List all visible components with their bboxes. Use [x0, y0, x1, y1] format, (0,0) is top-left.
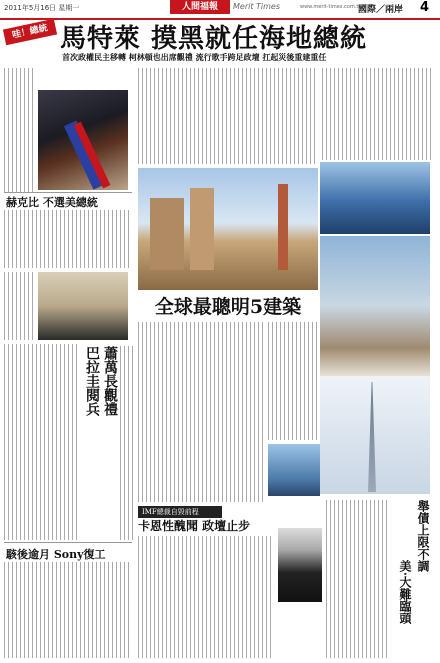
bagram-headline-b: 蕭萬長觀禮	[102, 346, 118, 416]
divider	[4, 192, 132, 193]
twin-towers-photo	[268, 444, 320, 496]
venetian-photo	[138, 168, 318, 290]
kicker-badge: 哇！總統	[3, 19, 57, 45]
lead-article-text-right	[322, 68, 434, 160]
lead-headline: 馬特萊 摸黑就任海地總統	[60, 24, 368, 54]
feature-side-text	[268, 322, 318, 440]
newspaper-url: www.merit-times.com.tw	[300, 4, 363, 10]
debt-headline-b: 美‧大難臨頭	[398, 560, 412, 624]
mecca-clock-tower-photo	[320, 236, 430, 376]
section-name: 國際／兩岸	[358, 5, 404, 15]
debt-headline-a: 舉債上限不調	[416, 500, 430, 572]
strauss-headline: 卡恩性醜聞 政壇止步	[138, 519, 251, 533]
newspaper-english-name: Merit Times	[233, 2, 281, 11]
lead-subhead: 首次政權民主移轉 柯林頓也出席觀禮 流行歌手跨足政壇 扛起災後重建重任	[62, 52, 327, 62]
meeting-caption-text	[4, 272, 34, 340]
lead-article-text	[138, 68, 318, 164]
paraguay-meeting-photo	[38, 272, 128, 340]
martelly-photo	[38, 90, 128, 190]
hecker-headline: 赫克比 不選美總統	[6, 196, 98, 209]
strauss-kahn-photo	[278, 528, 322, 602]
issue-date: 2011年5月16日 星期一	[4, 4, 80, 12]
divider	[4, 542, 132, 543]
bagram-article-text	[4, 344, 80, 540]
bagram-side-text	[120, 346, 134, 540]
blue-building-photo	[320, 162, 430, 234]
imf-tag: IMF總裁自毀前程	[138, 506, 222, 518]
newspaper-logo: 人間福報	[170, 0, 230, 14]
feature-article-text	[138, 322, 264, 502]
sony-headline: 駭後逾月 Sony復工	[6, 548, 106, 561]
debt-article-text	[326, 500, 388, 658]
bagram-headline-a: 巴拉圭閱兵	[84, 346, 100, 416]
page-number: 4	[420, 0, 430, 15]
feature-headline: 全球最聰明5建築	[154, 296, 302, 318]
burj-khalifa-photo	[320, 376, 430, 494]
strauss-article-text	[138, 536, 274, 658]
left-caption-column	[4, 68, 34, 192]
hecker-article-text	[4, 210, 132, 268]
sony-article-text	[4, 562, 132, 658]
